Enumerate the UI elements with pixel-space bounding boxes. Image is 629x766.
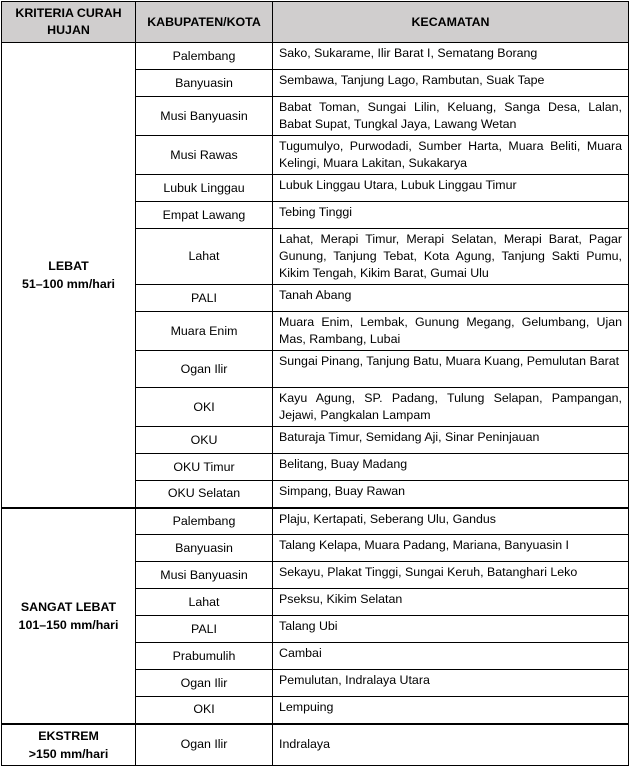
kecamatan-cell: Belitang, Buay Madang	[273, 454, 629, 481]
kabupaten-cell: Banyuasin	[136, 535, 273, 562]
kabupaten-cell: Lahat	[136, 589, 273, 616]
header-kecamatan: KECAMATAN	[273, 2, 629, 43]
kecamatan-cell: Plaju, Kertapati, Seberang Ulu, Gandus	[273, 508, 629, 535]
header-kriteria-line1: KRITERIA CURAH	[15, 6, 122, 20]
kecamatan-cell: Talang Ubi	[273, 616, 629, 643]
kecamatan-cell: Cambai	[273, 643, 629, 670]
kecamatan-cell: Kayu Agung, SP. Padang, Tulung Selapan, Pampangan, Jejawi, Pangkalan Lampam	[273, 388, 629, 427]
kecamatan-cell: Talang Kelapa, Muara Padang, Mariana, Banyuasin I	[273, 535, 629, 562]
kecamatan-cell: Lubuk Linggau Utara, Lubuk Linggau Timur	[273, 175, 629, 202]
kecamatan-cell: Sako, Sukarame, Ilir Barat I, Sematang Borang	[273, 43, 629, 70]
criteria-label: EKSTREM	[38, 728, 99, 743]
header-kabupaten: KABUPATEN/KOTA	[136, 2, 273, 43]
criteria-cell-sangat-lebat	[2, 508, 136, 724]
kabupaten-cell: Lahat	[136, 229, 273, 285]
criteria-range: >150 mm/hari	[28, 746, 109, 761]
kecamatan-cell: Lahat, Merapi Timur, Merapi Selatan, Merapi Barat, Pagar Gunung, Tanjung Tebat, Kota Agung, Tanjung Sakti Pumu, Kikim Tengah, Kikim Barat, Gumai Ulu	[273, 229, 629, 285]
rainfall-criteria-table	[1, 1, 629, 766]
kabupaten-cell: Banyuasin	[136, 70, 273, 97]
kabupaten-cell: PALI	[136, 616, 273, 643]
kabupaten-cell: Ogan Ilir	[136, 351, 273, 388]
kabupaten-cell: Palembang	[136, 508, 273, 535]
kecamatan-cell: Muara Enim, Lembak, Gunung Megang, Gelumbang, Ujan Mas, Rambang, Lubai	[273, 312, 629, 351]
header-kriteria	[2, 2, 136, 43]
criteria-range: 51–100 mm/hari	[22, 276, 115, 291]
table-row	[2, 43, 629, 70]
kabupaten-cell: Musi Banyuasin	[136, 97, 273, 136]
kabupaten-cell: OKU	[136, 427, 273, 454]
kabupaten-cell: OKU Timur	[136, 454, 273, 481]
kabupaten-cell: Ogan Ilir	[136, 724, 273, 766]
kabupaten-cell: PALI	[136, 285, 273, 312]
header-kriteria-line2: HUJAN	[47, 23, 90, 37]
kecamatan-cell: Tanah Abang	[273, 285, 629, 312]
kecamatan-cell: Sungai Pinang, Tanjung Batu, Muara Kuang, Pemulutan Barat	[273, 351, 629, 388]
table-row	[2, 508, 629, 535]
kabupaten-cell: OKI	[136, 697, 273, 724]
kabupaten-cell: Muara Enim	[136, 312, 273, 351]
kecamatan-cell: Pseksu, Kikim Selatan	[273, 589, 629, 616]
kabupaten-cell: Lubuk Linggau	[136, 175, 273, 202]
criteria-cell-lebat	[2, 43, 136, 508]
kecamatan-cell: Lempuing	[273, 697, 629, 724]
kabupaten-cell: Musi Banyuasin	[136, 562, 273, 589]
kabupaten-cell: Musi Rawas	[136, 136, 273, 175]
table-header-row	[2, 2, 629, 43]
criteria-range: 101–150 mm/hari	[18, 617, 119, 632]
criteria-label: SANGAT LEBAT	[20, 599, 117, 614]
kecamatan-cell: Tugumulyo, Purwodadi, Sumber Harta, Muara Beliti, Muara Kelingi, Muara Lakitan, Sukakarya	[273, 136, 629, 175]
kecamatan-cell: Sekayu, Plakat Tinggi, Sungai Keruh, Batanghari Leko	[273, 562, 629, 589]
kabupaten-cell: OKU Selatan	[136, 481, 273, 508]
kecamatan-cell: Indralaya	[273, 724, 629, 766]
kecamatan-cell: Baturaja Timur, Semidang Aji, Sinar Peninjauan	[273, 427, 629, 454]
kabupaten-cell: Palembang	[136, 43, 273, 70]
criteria-label: LEBAT	[48, 258, 89, 273]
kabupaten-cell: Empat Lawang	[136, 202, 273, 229]
kecamatan-cell: Babat Toman, Sungai Lilin, Keluang, Sanga Desa, Lalan, Babat Supat, Tungkal Jaya, Lawang Wetan	[273, 97, 629, 136]
kabupaten-cell: OKI	[136, 388, 273, 427]
kecamatan-cell: Simpang, Buay Rawan	[273, 481, 629, 508]
kecamatan-cell: Pemulutan, Indralaya Utara	[273, 670, 629, 697]
kabupaten-cell: Prabumulih	[136, 643, 273, 670]
kecamatan-cell: Tebing Tinggi	[273, 202, 629, 229]
kabupaten-cell: Ogan Ilir	[136, 670, 273, 697]
kecamatan-cell: Sembawa, Tanjung Lago, Rambutan, Suak Tape	[273, 70, 629, 97]
